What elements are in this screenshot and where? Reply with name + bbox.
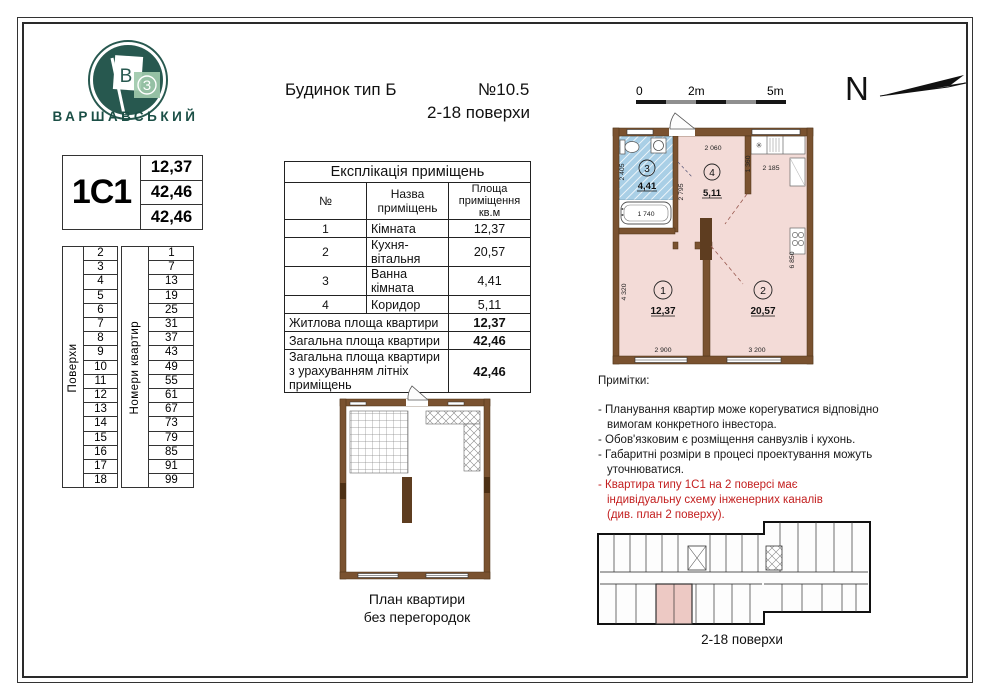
floors-table (62, 246, 118, 488)
scale-5m: 5m (767, 84, 784, 98)
building-outline (598, 522, 870, 624)
apartment-number-cell: 55 (149, 374, 194, 388)
note-line: вимогам конкретного інвестора. (607, 419, 777, 431)
np-pillar (402, 477, 412, 523)
floor-number-cell: 14 (84, 417, 118, 431)
scale-0: 0 (636, 84, 643, 98)
np-door-swing (408, 386, 428, 400)
apartment-number-cell: 1 (149, 247, 194, 261)
scale-bar-line (636, 100, 786, 104)
floor-number-cell: 16 (84, 445, 118, 459)
apartment-number-cell: 25 (149, 303, 194, 317)
apartment-number-cell: 85 (149, 445, 194, 459)
np-left-stub (340, 483, 346, 499)
room-name-cell: Кімната (367, 220, 449, 238)
note-line-warning: (див. план 2 поверху). (607, 509, 725, 521)
svg-text:20,57: 20,57 (750, 306, 776, 317)
logo-letter-v: В (119, 66, 133, 87)
floor-number-cell: 12 (84, 389, 118, 403)
logo-letter-z: З (142, 77, 152, 93)
note-line-warning: - Квартира типу 1С1 на 2 поверсі має (598, 479, 798, 491)
unit-card (62, 155, 203, 230)
svg-text:2 405: 2 405 (619, 163, 626, 181)
floor-number-cell: 5 (84, 289, 118, 303)
room-name-cell: Ванна кімната (367, 267, 449, 296)
floor-number-cell: 13 (84, 403, 118, 417)
floor-number-cell: 3 (84, 261, 118, 275)
floor-number-cell: 15 (84, 431, 118, 445)
svg-text:2: 2 (760, 285, 766, 297)
room-no-cell: 4 (285, 296, 367, 314)
notes-block (598, 374, 933, 523)
svg-text:3: 3 (644, 164, 650, 175)
floors-apartments-table (62, 246, 194, 488)
room-area-cell: 5,11 (449, 296, 531, 314)
svg-text:2 185: 2 185 (762, 165, 780, 172)
floor-number-cell: 10 (84, 360, 118, 374)
north-label: N (845, 70, 869, 107)
scale-bar (636, 84, 786, 108)
apartment-number-cell: 67 (149, 403, 194, 417)
np-cross-hatch-top (426, 411, 480, 424)
floors-body (63, 247, 118, 488)
stove-icon (790, 228, 805, 254)
room-no-cell: 3 (285, 267, 367, 296)
explication-body (285, 162, 531, 393)
svg-text:4,41: 4,41 (637, 181, 657, 192)
svg-text:2 900: 2 900 (654, 347, 672, 354)
svg-text:6 850: 6 850 (789, 251, 796, 269)
brand-name: ВАРШАВСЬКИЙ (52, 109, 199, 124)
notes-title: Примітки: (598, 375, 650, 387)
building-number: №10.5 (478, 80, 530, 99)
summary-name-cell: Загальна площа квартири (285, 332, 449, 350)
scale-2m: 2m (688, 84, 705, 98)
svg-text:2 795: 2 795 (678, 183, 685, 201)
apartment-number-cell: 13 (149, 275, 194, 289)
floor-number-cell: 4 (84, 275, 118, 289)
summary-value-cell: 42,46 (449, 350, 531, 393)
apartment-number-cell: 73 (149, 417, 194, 431)
room-no-cell: 1 (285, 220, 367, 238)
entrance-door-swing (670, 113, 695, 129)
svg-text:5,11: 5,11 (703, 188, 721, 199)
svg-text:2 060: 2 060 (704, 145, 722, 152)
washer-icon (651, 138, 666, 153)
apartment-number-cell: 7 (149, 261, 194, 275)
svg-text:1 740: 1 740 (637, 211, 655, 218)
north-arrow-icon (878, 74, 968, 102)
floor-number-cell: 2 (84, 247, 118, 261)
svg-text:12,37: 12,37 (650, 306, 676, 317)
apartment-number-cell: 61 (149, 389, 194, 403)
note-line: - Планування квартир може корегуватися відповідно (598, 404, 879, 416)
overview-caption: 2-18 поверхи (701, 632, 783, 647)
summary-name-cell: Житлова площа квартири (285, 314, 449, 332)
col-header-area: Площа приміщення кв.м (449, 183, 531, 220)
apartment-number-cell: 31 (149, 318, 194, 332)
floors-column-label: Поверхи (63, 247, 84, 488)
apartments-table (121, 246, 194, 488)
np-right-stub (484, 477, 490, 493)
col-header-name: Назва приміщень (367, 183, 449, 220)
np-cross-hatch-side (464, 424, 480, 471)
room-name-cell: Коридор (367, 296, 449, 314)
floor-number-cell: 11 (84, 374, 118, 388)
apartment-number-cell: 79 (149, 431, 194, 445)
apts-body (122, 247, 194, 488)
svg-text:✳: ✳ (755, 141, 763, 150)
floors-range: 2-18 поверхи (427, 103, 530, 122)
note-line: - Обов'язковим є розміщення санвузлів і кухонь. (598, 434, 856, 446)
kitchen-counter (751, 136, 805, 154)
svg-text:1 360: 1 360 (745, 155, 752, 173)
explication-title: Експлікація приміщень (285, 162, 531, 183)
floor-number-cell: 8 (84, 332, 118, 346)
no-partitions-plan (330, 385, 505, 597)
summary-value-cell: 42,46 (449, 332, 531, 350)
unit-area-total: 42,46 (141, 180, 203, 205)
floor-number-cell: 6 (84, 303, 118, 317)
svg-text:4: 4 (709, 168, 715, 179)
fridge-icon (790, 158, 805, 186)
room-no-cell: 2 (285, 238, 367, 267)
np-caption-line2: без перегородок (363, 609, 471, 625)
apartment-number-cell: 99 (149, 474, 194, 488)
col-header-no: № (285, 183, 367, 220)
summary-name-cell: Загальна площа квартири з урахуванням літніх приміщень (285, 350, 449, 393)
stair-core (688, 546, 706, 570)
apartment-number-cell: 49 (149, 360, 194, 374)
floor-number-cell: 18 (84, 474, 118, 488)
svg-text:4 320: 4 320 (621, 283, 628, 301)
apartments-column-label: Номери квартир (122, 247, 149, 488)
explication-table (284, 161, 531, 393)
apartment-number-cell: 19 (149, 289, 194, 303)
wall-pillar (700, 218, 712, 260)
apartment-number-cell: 37 (149, 332, 194, 346)
floor-number-cell: 7 (84, 318, 118, 332)
room-area-cell: 4,41 (449, 267, 531, 296)
note-line: - Габаритні розміри в процесі проектування можуть (598, 449, 873, 461)
apartment-number-cell: 43 (149, 346, 194, 360)
highlighted-unit (656, 584, 692, 624)
np-caption-line1: План квартири (368, 591, 466, 607)
np-grid-hatch (350, 411, 408, 473)
unit-area-living: 12,37 (141, 156, 203, 181)
summary-value-cell: 12,37 (449, 314, 531, 332)
building-title: Будинок тип Б (285, 80, 397, 99)
notes-lines (598, 403, 933, 523)
note-line-warning: індивідуальну схему інженерних каналів (607, 494, 823, 506)
svg-text:1: 1 (660, 285, 666, 297)
floor-number-cell: 9 (84, 346, 118, 360)
note-line: уточнюватися. (607, 464, 684, 476)
floor-number-cell: 17 (84, 460, 118, 474)
unit-area-total-summer: 42,46 (141, 205, 203, 230)
room-name-cell: Кухня-вітальня (367, 238, 449, 267)
no-partitions-caption (338, 590, 496, 626)
apartment-number-cell: 91 (149, 460, 194, 474)
svg-text:3 200: 3 200 (748, 347, 766, 354)
main-floor-plan (611, 112, 815, 368)
room-area-cell: 20,57 (449, 238, 531, 267)
building-overview-plan (592, 512, 892, 632)
unit-type: 1С1 (63, 156, 141, 230)
elevator-core (766, 546, 782, 570)
room-area-cell: 12,37 (449, 220, 531, 238)
